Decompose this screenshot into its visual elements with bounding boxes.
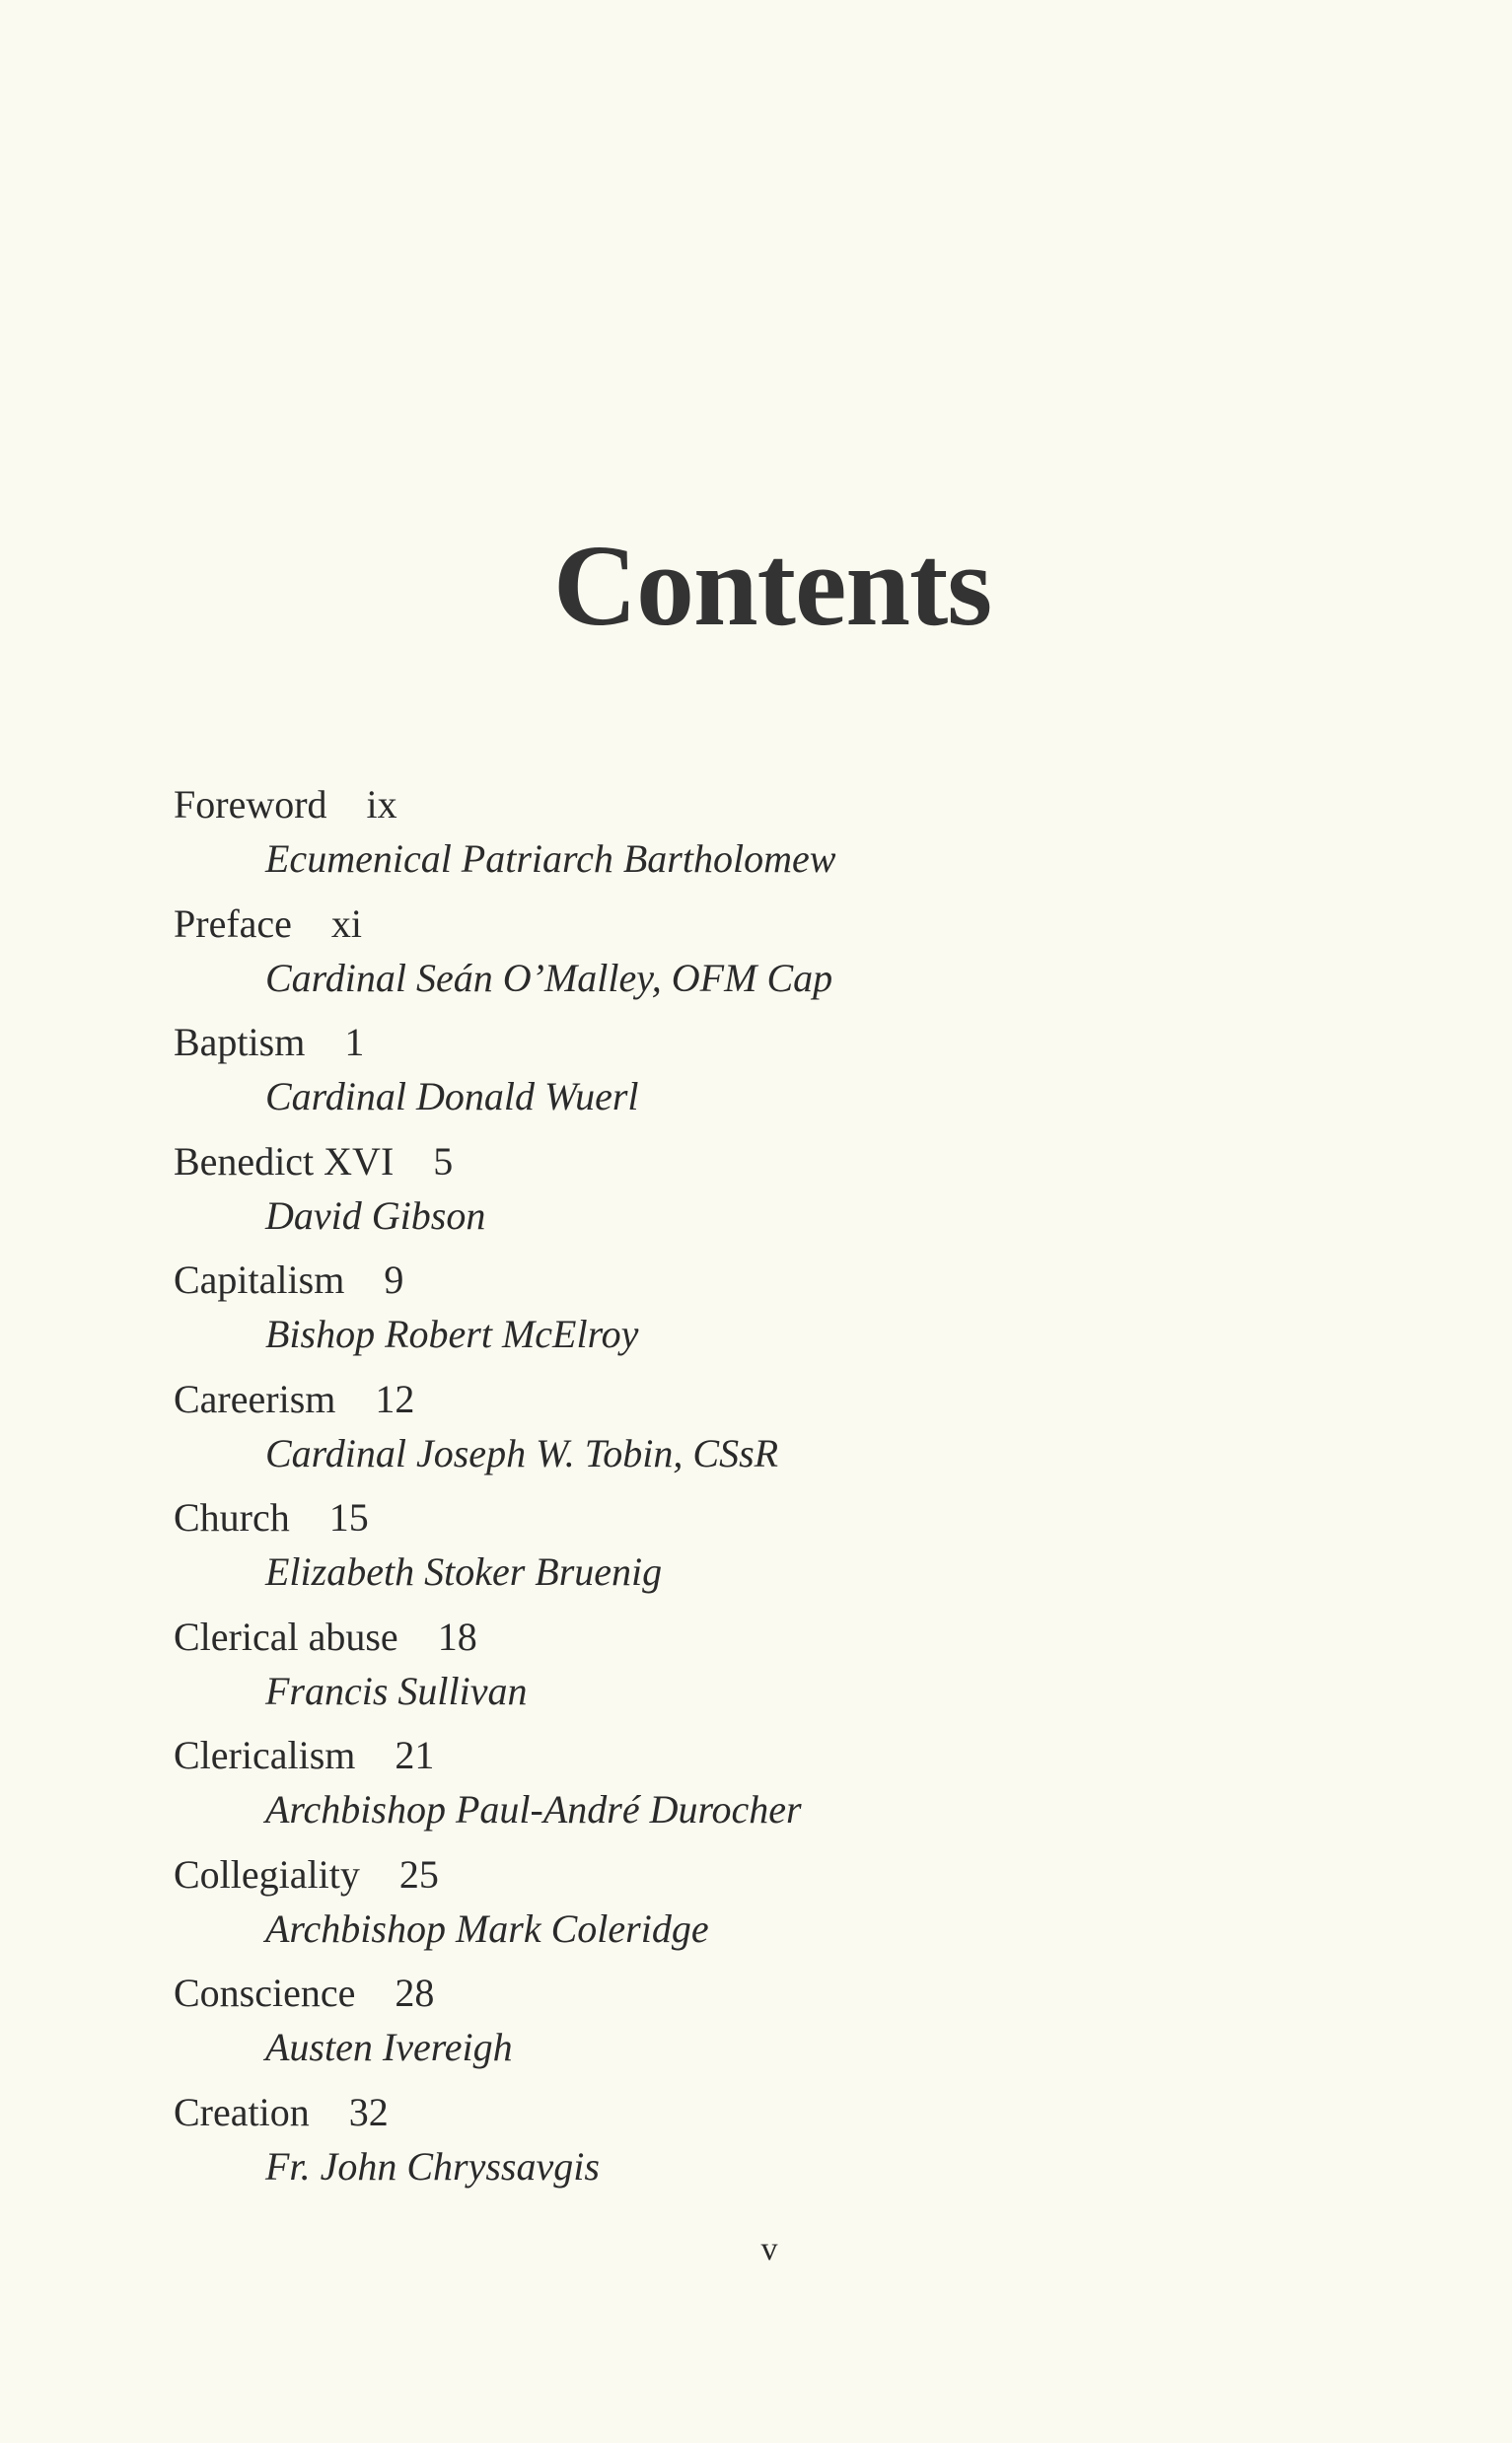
topic-page-number: 21 bbox=[395, 1733, 435, 1777]
toc-topic bbox=[174, 1614, 528, 1661]
toc-topic bbox=[174, 1494, 662, 1542]
toc-topic bbox=[174, 2089, 600, 2136]
topic-title: Collegiality bbox=[174, 1851, 360, 1897]
toc-author: Archbishop Paul-André Durocher bbox=[265, 1787, 802, 1832]
topic-page-number: 28 bbox=[395, 1971, 435, 2015]
topic-title: Creation bbox=[174, 2089, 310, 2134]
toc-entry bbox=[174, 1138, 485, 1240]
topic-page-number: 1 bbox=[344, 1020, 365, 1064]
toc-entry bbox=[174, 1970, 513, 2071]
toc-author: Francis Sullivan bbox=[265, 1668, 528, 1713]
toc-entry bbox=[174, 1019, 639, 1120]
toc-topic bbox=[174, 1138, 485, 1186]
toc-topic bbox=[174, 1970, 513, 2017]
topic-title: Capitalism bbox=[174, 1257, 345, 1302]
toc-entry bbox=[174, 781, 835, 883]
toc-entry bbox=[174, 900, 832, 1002]
topic-page-number: 12 bbox=[375, 1376, 415, 1421]
topic-title: Benedict XVI bbox=[174, 1138, 395, 1184]
toc-entry bbox=[174, 1257, 638, 1358]
topic-page-number: xi bbox=[330, 900, 363, 946]
topic-title: Church bbox=[174, 1495, 290, 1540]
toc-entry bbox=[174, 1614, 528, 1715]
toc-author: Fr. John Chryssavgis bbox=[265, 2143, 600, 2189]
toc-author: Archbishop Mark Coleridge bbox=[265, 1905, 709, 1951]
toc-entry bbox=[174, 1851, 709, 1953]
toc-entry bbox=[174, 2089, 600, 2191]
toc-author: Elizabeth Stoker Bruenig bbox=[265, 1549, 663, 1594]
toc-entry bbox=[174, 1376, 778, 1477]
toc-author: David Gibson bbox=[265, 1192, 486, 1238]
toc-topic bbox=[174, 900, 832, 948]
topic-page-number: 9 bbox=[384, 1257, 404, 1302]
page-title: Contents bbox=[552, 521, 992, 650]
toc-topic bbox=[174, 1851, 709, 1899]
toc-author: Ecumenical Patriarch Bartholomew bbox=[265, 836, 836, 881]
topic-title: Conscience bbox=[174, 1971, 356, 2015]
toc-topic bbox=[174, 1019, 639, 1066]
topic-page-number: ix bbox=[366, 782, 397, 826]
toc-entry bbox=[174, 1732, 802, 1833]
topic-title: Preface bbox=[174, 900, 292, 946]
topic-page-number: 5 bbox=[433, 1138, 454, 1184]
topic-title: Clerical abuse bbox=[174, 1614, 398, 1659]
toc-topic bbox=[174, 781, 835, 828]
topic-title: Careerism bbox=[174, 1376, 336, 1421]
toc-topic bbox=[174, 1376, 778, 1423]
toc-entry bbox=[174, 1494, 662, 1596]
topic-title: Clericalism bbox=[174, 1733, 356, 1777]
page-number: v bbox=[760, 2231, 778, 2267]
topic-page-number: 15 bbox=[328, 1495, 369, 1540]
toc-topic bbox=[174, 1732, 802, 1779]
topic-page-number: 25 bbox=[398, 1851, 439, 1897]
toc-author: Bishop Robert McElroy bbox=[265, 1312, 639, 1356]
toc-author: Austen Ivereigh bbox=[265, 2025, 513, 2069]
topic-title: Foreword bbox=[174, 782, 327, 826]
toc-author: Cardinal Seán O’Malley, OFM Cap bbox=[265, 955, 833, 1000]
toc-topic bbox=[174, 1257, 638, 1304]
topic-page-number: 18 bbox=[437, 1614, 477, 1659]
topic-title: Baptism bbox=[174, 1020, 306, 1064]
toc-author: Cardinal Joseph W. Tobin, CSsR bbox=[265, 1430, 779, 1475]
topic-page-number: 32 bbox=[348, 2089, 389, 2134]
toc-author: Cardinal Donald Wuerl bbox=[265, 1074, 639, 1118]
